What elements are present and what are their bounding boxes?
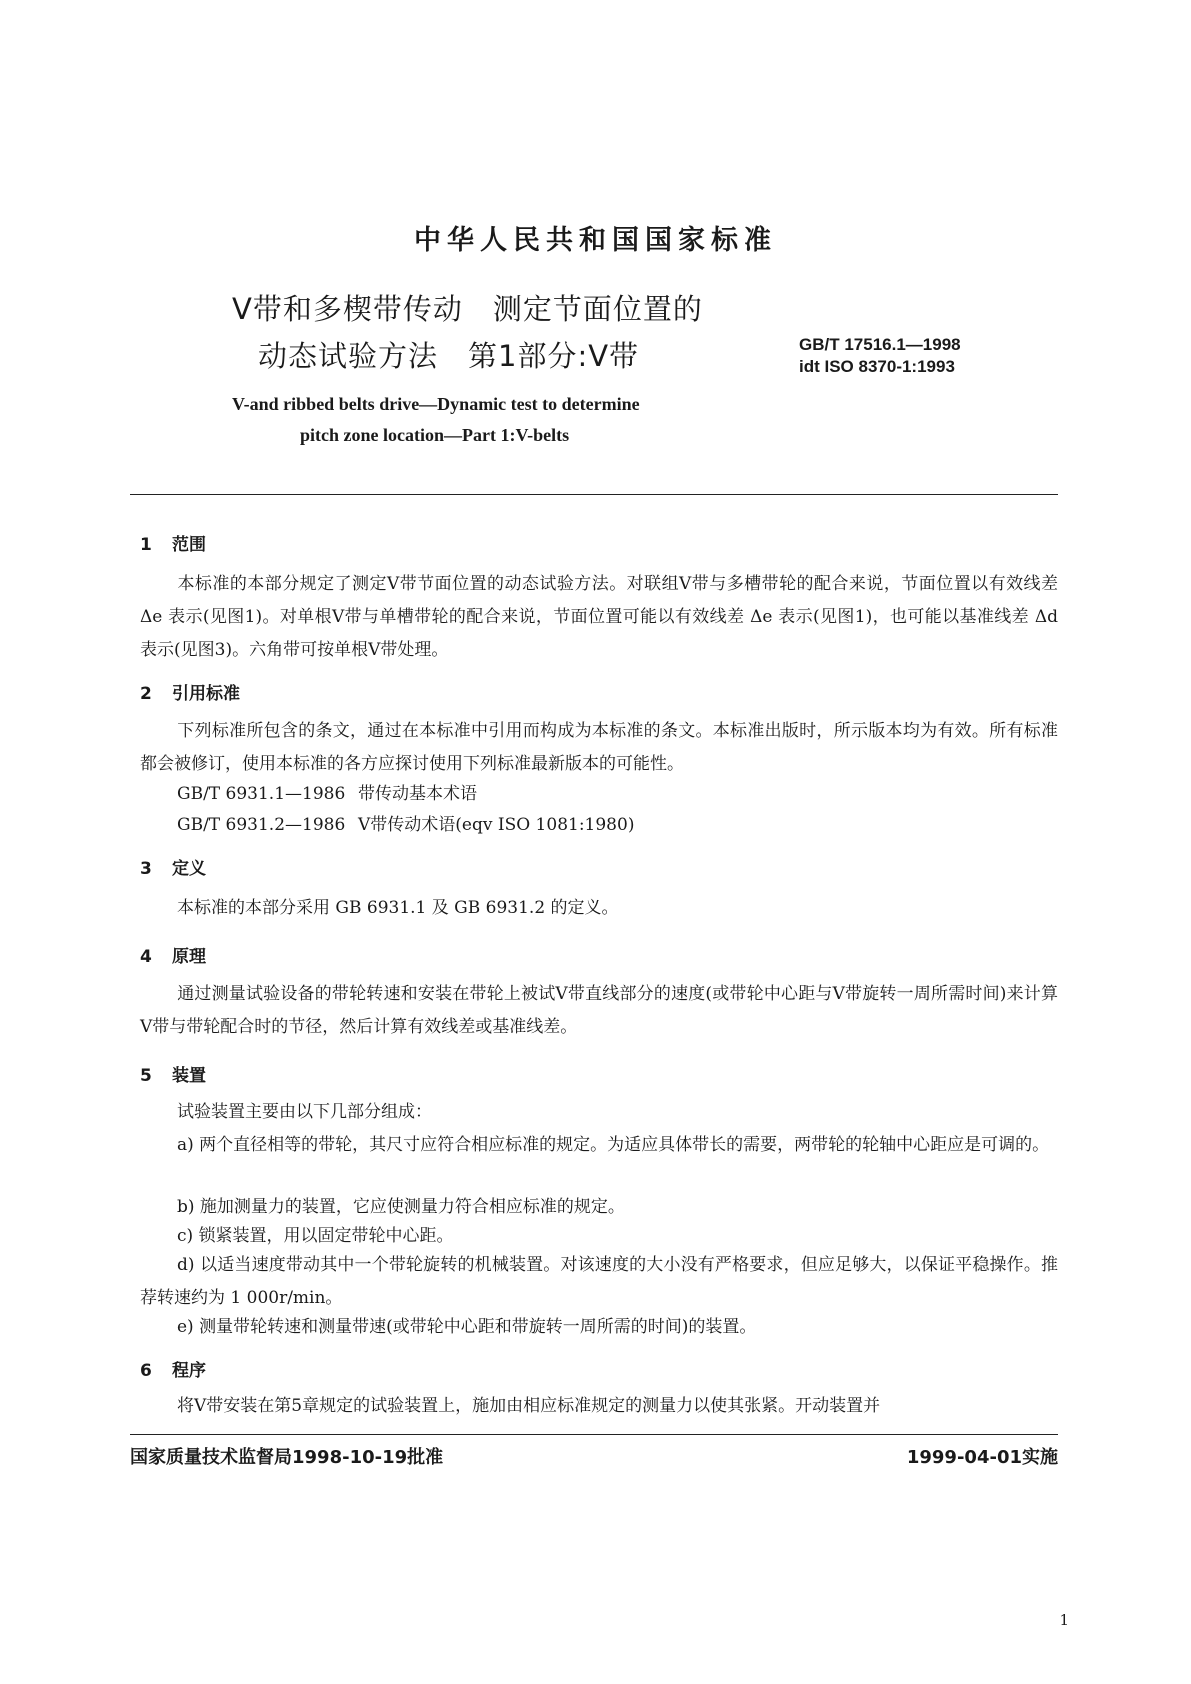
reference-title: V带传动术语(eqv ISO 1081:1980) [358, 815, 635, 835]
header-divider [130, 494, 1058, 495]
reference-code: GB/T 6931.2—1986 [177, 815, 346, 835]
section-title: 范围 [172, 535, 206, 555]
section-number: 2 [140, 684, 152, 704]
title-en-line2: pitch zone location—Part 1:V-belts [300, 425, 570, 445]
paragraph-text: 本标准的本部分规定了测定V带节面位置的动态试验方法。对联组V带与多槽带轮的配合来说，节面位置以有效线差 Δe 表示(见图1)。对单根V带与单槽带轮的配合来说，节面位置可能以有效线差 Δe 表示(见图1)，也可能以基准线差 Δd 表示(见图3)。六角带可按单根V带处理。 [140, 574, 1058, 660]
section-5-intro [140, 1096, 1058, 1129]
section-5-item-d [140, 1249, 1058, 1315]
section-title: 引用标准 [172, 684, 240, 704]
section-3-paragraph [140, 892, 1058, 925]
section-number: 1 [140, 535, 152, 555]
title-cn-line2: 动态试验方法 第1部分:V带 [258, 339, 640, 373]
section-number: 5 [140, 1066, 152, 1086]
title-cn-line1: V带和多楔带传动 测定节面位置的 [232, 292, 703, 326]
section-heading-3 [140, 854, 206, 879]
section-title: 原理 [172, 947, 206, 967]
gb-code: GB/T 17516.1—1998 [799, 335, 961, 354]
effective-date: 1999-04-01实施 [906, 1447, 1058, 1468]
reference-title: 带传动基本术语 [358, 784, 477, 804]
section-2-paragraph [140, 715, 1058, 781]
section-6-paragraph [140, 1390, 1058, 1423]
reference-item-1 [177, 779, 477, 804]
title-en-line1: V-and ribbed belts drive—Dynamic test to determine [232, 394, 640, 414]
section-heading-6 [140, 1356, 206, 1381]
list-item-text: c) 锁紧装置，用以固定带轮中心距。 [177, 1226, 454, 1246]
list-item-text: a) 两个直径相等的带轮，其尺寸应符合相应标准的规定。为适应具体带长的需要，两带轮的轮轴中心距应是可调的。 [177, 1135, 1050, 1155]
section-heading-1 [140, 530, 206, 555]
section-number: 6 [140, 1361, 152, 1381]
national-standard-header: 中华人民共和国国家标准 [414, 225, 777, 256]
footer-divider [130, 1434, 1058, 1435]
list-item-text: b) 施加测量力的装置，它应使测量力符合相应标准的规定。 [177, 1197, 625, 1217]
section-number: 3 [140, 859, 152, 879]
paragraph-text: 下列标准所包含的条文，通过在本标准中引用而构成为本标准的条文。本标准出版时，所示版本均为有效。所有标准都会被修订，使用本标准的各方应探讨使用下列标准最新版本的可能性。 [140, 721, 1058, 774]
paragraph-text: 试验装置主要由以下几部分组成： [177, 1102, 432, 1122]
section-4-paragraph [140, 978, 1058, 1044]
section-heading-4 [140, 942, 206, 967]
approval-date: 国家质量技术监督局1998-10-19批准 [130, 1447, 444, 1468]
section-title: 装置 [172, 1066, 206, 1086]
reference-item-2 [177, 810, 634, 835]
section-number: 4 [140, 947, 152, 967]
list-item-text: e) 测量带轮转速和测量带速(或带轮中心距和带旋转一周所需的时间)的装置。 [177, 1317, 757, 1337]
paragraph-text: 通过测量试验设备的带轮转速和安装在带轮上被试V带直线部分的速度(或带轮中心距与V带旋转一周所需时间)来计算V带与带轮配合时的节径，然后计算有效线差或基准线差。 [140, 984, 1058, 1037]
list-item-text: d) 以适当速度带动其中一个带轮旋转的机械装置。对该速度的大小没有严格要求，但应足够大，以保证平稳操作。推荐转速约为 1 000r/min。 [140, 1255, 1058, 1308]
section-heading-5 [140, 1061, 206, 1086]
section-title: 程序 [172, 1361, 206, 1381]
section-5-item-e [140, 1311, 1058, 1344]
paragraph-text: 本标准的本部分采用 GB 6931.1 及 GB 6931.2 的定义。 [177, 898, 619, 918]
section-title: 定义 [172, 859, 206, 879]
standard-code [799, 334, 961, 378]
iso-code: idt ISO 8370-1:1993 [799, 357, 955, 376]
section-1-paragraph [140, 568, 1058, 667]
reference-code: GB/T 6931.1—1986 [177, 784, 346, 804]
section-heading-2 [140, 679, 240, 704]
page-number: 1 [1059, 1611, 1069, 1629]
paragraph-text: 将V带安装在第5章规定的试验装置上，施加由相应标准规定的测量力以使其张紧。开动装置并 [177, 1396, 881, 1416]
section-5-item-a [140, 1129, 1058, 1162]
